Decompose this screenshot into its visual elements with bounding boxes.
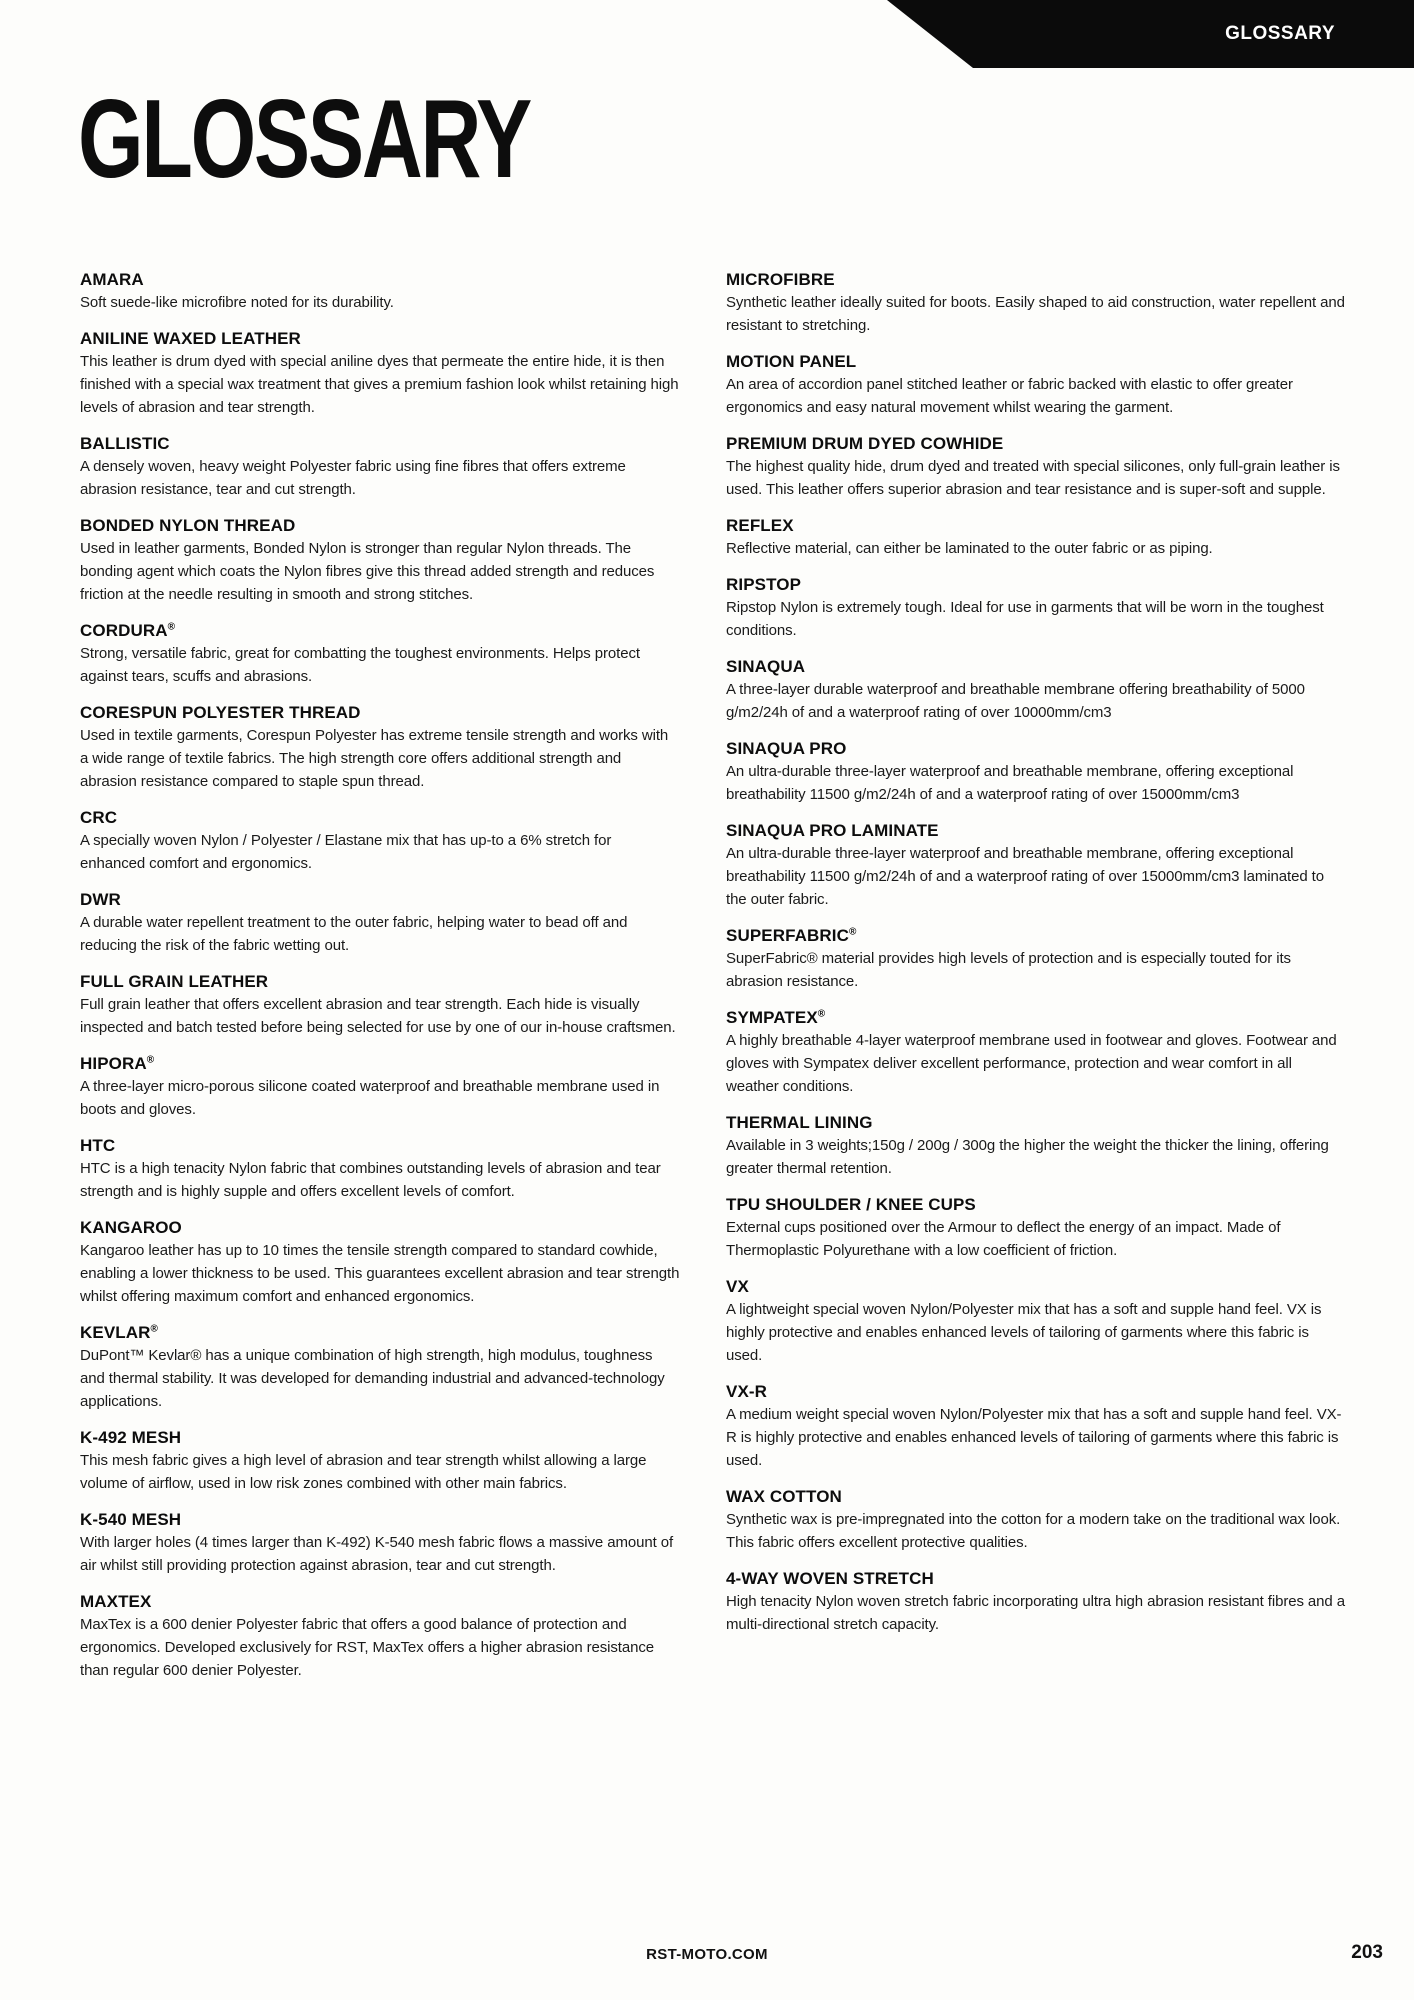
term-name: SINAQUA PRO LAMINATE bbox=[726, 821, 939, 840]
term-name: SYMPATEX® bbox=[726, 1008, 826, 1027]
term-name: SUPERFABRIC® bbox=[726, 926, 857, 945]
term-definition: With larger holes (4 times larger than K-492) K-540 mesh fabric flows a massive amount of air whilst still providing protection against abrasion, tear and cut strength. bbox=[80, 1534, 674, 1574]
registered-trademark-symbol: ® bbox=[848, 926, 857, 938]
glossary-term bbox=[80, 1052, 680, 1121]
glossary-column-left bbox=[80, 268, 680, 1695]
term-name: FULL GRAIN LEATHER bbox=[80, 972, 269, 991]
term-definition: Soft suede-like microfibre noted for its durability. bbox=[80, 294, 394, 311]
term-name: 4-WAY WOVEN STRETCH bbox=[726, 1569, 934, 1588]
term-name: K-540 MESH bbox=[80, 1510, 182, 1529]
term-definition: A highly breathable 4-layer waterproof membrane used in footwear and gloves. Footwear and gloves with Sympatex deliver excellent performance, protection and wear comfort in all weather conditions. bbox=[726, 1032, 1337, 1095]
term-definition: An area of accordion panel stitched leather or fabric backed with elastic to offer greater ergonomics and easy natural movement whilst wearing the garment. bbox=[726, 376, 1293, 416]
glossary-term bbox=[726, 1193, 1346, 1262]
glossary-term bbox=[80, 701, 680, 793]
glossary-term bbox=[726, 1380, 1346, 1472]
term-name: MICROFIBRE bbox=[726, 270, 835, 289]
term-definition: External cups positioned over the Armour to deflect the energy of an impact. Made of Thermoplastic Polyurethane with a low coefficient of friction. bbox=[726, 1219, 1281, 1259]
term-name: CORESPUN POLYESTER THREAD bbox=[80, 703, 361, 722]
glossary-term bbox=[726, 737, 1346, 806]
term-name: VX bbox=[726, 1277, 749, 1296]
glossary-term bbox=[80, 327, 680, 419]
term-definition: Reflective material, can either be laminated to the outer fabric or as piping. bbox=[726, 540, 1213, 557]
term-name: WAX COTTON bbox=[726, 1487, 842, 1506]
glossary-term bbox=[726, 268, 1346, 337]
term-definition: A durable water repellent treatment to the outer fabric, helping water to bead off and reducing the risk of the fabric wetting out. bbox=[80, 914, 628, 954]
glossary-term bbox=[726, 432, 1346, 501]
glossary-term bbox=[80, 1590, 680, 1682]
term-name: CRC bbox=[80, 808, 118, 827]
term-name: HTC bbox=[80, 1136, 116, 1155]
glossary-term bbox=[726, 514, 1346, 560]
term-definition: High tenacity Nylon woven stretch fabric incorporating ultra high abrasion resistant fibres and a multi-directional stretch capacity. bbox=[726, 1593, 1345, 1633]
term-name: VX-R bbox=[726, 1382, 768, 1401]
footer-website: RST-MOTO.COM bbox=[646, 1946, 768, 1963]
glossary-term bbox=[726, 1275, 1346, 1367]
term-definition: A three-layer micro-porous silicone coated waterproof and breathable membrane used in boots and gloves. bbox=[80, 1078, 660, 1118]
term-name: ANILINE WAXED LEATHER bbox=[80, 329, 301, 348]
registered-trademark-symbol: ® bbox=[167, 621, 176, 633]
term-name: RIPSTOP bbox=[726, 575, 802, 594]
glossary-term bbox=[80, 514, 680, 606]
term-definition: This leather is drum dyed with special aniline dyes that permeate the entire hide, it is then finished with a special wax treatment that gives a premium fashion look whilst retaining high levels of abrasion and tear strength. bbox=[80, 353, 679, 416]
glossary-term bbox=[726, 819, 1346, 911]
term-name: REFLEX bbox=[726, 516, 794, 535]
term-definition: Used in textile garments, Corespun Polyester has extreme tensile strength and works with a wide range of textile fabrics. The high strength core offers additional strength and abrasion resistance compared to staple spun thread. bbox=[80, 727, 669, 790]
term-name: AMARA bbox=[80, 270, 144, 289]
glossary-term bbox=[726, 1111, 1346, 1180]
term-definition: Synthetic wax is pre-impregnated into the cotton for a modern take on the traditional wax look. This fabric offers excellent protective qualities. bbox=[726, 1511, 1341, 1551]
term-name: KEVLAR® bbox=[80, 1323, 158, 1342]
footer-page-number: 203 bbox=[1351, 1942, 1383, 1963]
term-name: SINAQUA bbox=[726, 657, 806, 676]
term-definition: Ripstop Nylon is extremely tough. Ideal for use in garments that will be worn in the toughest conditions. bbox=[726, 599, 1324, 639]
glossary-term bbox=[726, 1006, 1346, 1098]
glossary-term bbox=[726, 655, 1346, 724]
glossary-term bbox=[80, 1216, 680, 1308]
glossary-column-right bbox=[726, 268, 1346, 1649]
glossary-term bbox=[80, 1426, 680, 1495]
term-definition: Strong, versatile fabric, great for combatting the toughest environments. Helps protect against tears, scuffs and abrasions. bbox=[80, 645, 640, 685]
glossary-term bbox=[726, 350, 1346, 419]
glossary-term bbox=[80, 268, 680, 314]
term-definition: MaxTex is a 600 denier Polyester fabric that offers a good balance of protection and ergonomics. Developed exclusively for RST, MaxTex offers a higher abrasion resistance than regular 600 denier Polyester. bbox=[80, 1616, 654, 1679]
term-definition: A lightweight special woven Nylon/Polyester mix that has a soft and supple hand feel. VX is highly protective and enables enhanced levels of tailoring of garments where this fabric is used. bbox=[726, 1301, 1322, 1364]
term-definition: HTC is a high tenacity Nylon fabric that combines outstanding levels of abrasion and tear strength and is highly supple and offers excellent levels of comfort. bbox=[80, 1160, 661, 1200]
term-definition: Available in 3 weights;150g / 200g / 300g the higher the weight the thicker the lining, offering greater thermal retention. bbox=[726, 1137, 1329, 1177]
term-definition: A three-layer durable waterproof and breathable membrane offering breathability of 5000 g/m2/24h of and a waterproof rating of over 10000mm/cm3 bbox=[726, 681, 1305, 721]
glossary-term bbox=[80, 1134, 680, 1203]
registered-trademark-symbol: ® bbox=[817, 1008, 826, 1020]
term-definition: Kangaroo leather has up to 10 times the tensile strength compared to standard cowhide, enabling a lower thickness to be used. This guarantees excellent abrasion and tear strength whilst offering maximum comfort and enhanced ergonomics. bbox=[80, 1242, 680, 1305]
term-definition: SuperFabric® material provides high levels of protection and is especially touted for its abrasion resistance. bbox=[726, 950, 1291, 990]
header-banner-label bbox=[1225, 0, 1335, 68]
glossary-term bbox=[726, 573, 1346, 642]
term-definition: An ultra-durable three-layer waterproof and breathable membrane, offering exceptional breathability 11500 g/m2/24h of and a waterproof rating of over 15000mm/cm3 laminated to the outer fabric. bbox=[726, 845, 1324, 908]
glossary-term bbox=[80, 1508, 680, 1577]
term-name: BONDED NYLON THREAD bbox=[80, 516, 296, 535]
header-banner bbox=[0, 0, 1414, 68]
registered-trademark-symbol: ® bbox=[146, 1054, 155, 1066]
header-tab-text: GLOSSARY bbox=[1225, 23, 1335, 44]
glossary-term bbox=[80, 970, 680, 1039]
term-name: THERMAL LINING bbox=[726, 1113, 873, 1132]
term-definition: This mesh fabric gives a high level of abrasion and tear strength whilst allowing a large volume of airflow, used in low risk zones combined with other main fabrics. bbox=[80, 1452, 647, 1492]
term-definition: A specially woven Nylon / Polyester / Elastane mix that has up-to a 6% stretch for enhanced comfort and ergonomics. bbox=[80, 832, 612, 872]
term-name: KANGAROO bbox=[80, 1218, 182, 1237]
term-definition: Synthetic leather ideally suited for boots. Easily shaped to aid construction, water repellent and resistant to stretching. bbox=[726, 294, 1345, 334]
glossary-term bbox=[80, 806, 680, 875]
glossary-term bbox=[80, 888, 680, 957]
page-title: GLOSSARY bbox=[78, 77, 531, 201]
term-name: HIPORA® bbox=[80, 1054, 155, 1073]
term-definition: DuPont™ Kevlar® has a unique combination of high strength, high modulus, toughness and thermal stability. It was developed for demanding industrial and advanced-technology applications. bbox=[80, 1347, 665, 1410]
term-name: CORDURA® bbox=[80, 621, 176, 640]
term-definition: A densely woven, heavy weight Polyester fabric using fine fibres that offers extreme abrasion resistance, tear and cut strength. bbox=[80, 458, 626, 498]
glossary-term bbox=[726, 924, 1346, 993]
glossary-term bbox=[726, 1567, 1346, 1636]
term-definition: Used in leather garments, Bonded Nylon is stronger than regular Nylon threads. The bonding agent which coats the Nylon fibres give this thread added strength and reduces friction at the needle resulting in smooth and strong stitches. bbox=[80, 540, 655, 603]
term-definition: Full grain leather that offers excellent abrasion and tear strength. Each hide is visually inspected and batch tested before being selected for use by one of our in-house craftsmen. bbox=[80, 996, 676, 1036]
term-name: SINAQUA PRO bbox=[726, 739, 847, 758]
glossary-term bbox=[80, 619, 680, 688]
term-name: BALLISTIC bbox=[80, 434, 170, 453]
term-name: DWR bbox=[80, 890, 121, 909]
term-name: MOTION PANEL bbox=[726, 352, 857, 371]
glossary-term bbox=[80, 1321, 680, 1413]
term-definition: The highest quality hide, drum dyed and treated with special silicones, only full-grain leather is used. This leather offers superior abrasion and tear resistance and is super-soft and supple. bbox=[726, 458, 1340, 498]
term-name: PREMIUM DRUM DYED COWHIDE bbox=[726, 434, 1004, 453]
term-name: MAXTEX bbox=[80, 1592, 152, 1611]
term-definition: A medium weight special woven Nylon/Polyester mix that has a soft and supple hand feel. VX-R is highly protective and enables enhanced levels of tailoring of garments where this fabric is used. bbox=[726, 1406, 1342, 1469]
term-name: K-492 MESH bbox=[80, 1428, 182, 1447]
term-definition: An ultra-durable three-layer waterproof and breathable membrane, offering exceptional breathability 11500 g/m2/24h of and a waterproof rating of over 15000mm/cm3 bbox=[726, 763, 1294, 803]
registered-trademark-symbol: ® bbox=[150, 1323, 158, 1335]
glossary-term bbox=[726, 1485, 1346, 1554]
glossary-term bbox=[80, 432, 680, 501]
term-name: TPU SHOULDER / KNEE CUPS bbox=[726, 1195, 976, 1214]
